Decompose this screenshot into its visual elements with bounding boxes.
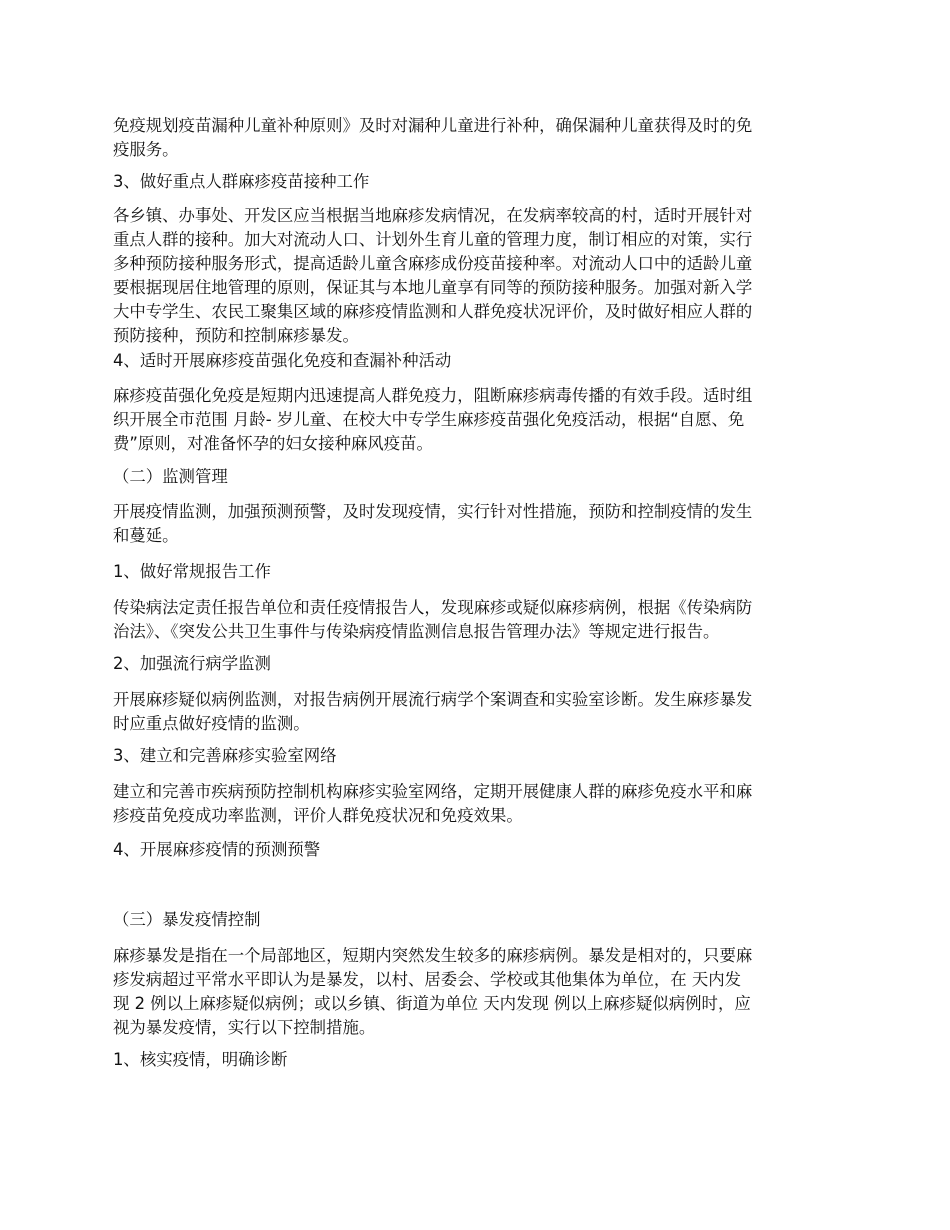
heading-intensified-immunization: 4、适时开展麻疹疫苗强化免疫和查漏补种活动 [113, 351, 452, 370]
paragraph-epidemiological-monitoring [113, 688, 843, 736]
text-line: 疹疫苗免疫成功率监测，评价人群免疫状况和免疫效果。 [113, 806, 523, 825]
heading-laboratory-network: 3、建立和完善麻疹实验室网络 [113, 746, 337, 765]
text-line: 和蔓延。 [113, 526, 179, 545]
heading-key-population-vaccination: 3、做好重点人群麻疹疫苗接种工作 [113, 172, 370, 191]
text-line: 传染病法定责任报告单位和责任疫情报告人，发现麻疹或疑似麻疹病例，根据《传染病防 [113, 598, 753, 617]
text-line: 建立和完善市疾病预防控制机构麻疹实验室网络，定期开展健康人群的麻疹免疫水平和麻 [113, 782, 753, 801]
paragraph-monitoring [113, 500, 843, 548]
heading-routine-reporting: 1、做好常规报告工作 [113, 562, 271, 581]
text-line: 开展疫情监测，加强预测预警，及时发现疫情，实行针对性措施，预防和控制疫情的发生 [113, 502, 753, 521]
text-line: 疹发病超过平常水平即认为是暴发，以村、居委会、学校或其他集体为单位，在 天内发 [113, 970, 742, 989]
text-line: 要根据现居住地管理的原则，保证其与本地儿童享有同等的预防接种服务。加强对新入学 [113, 278, 753, 297]
text-line: 免疫规划疫苗漏种儿童补种原则》及时对漏种儿童进行补种，确保漏种儿童获得及时的免 [113, 116, 753, 135]
text-line: 开展麻疹疑似病例监测，对报告病例开展流行病学个案调查和实验室诊断。发生麻疹暴发 [113, 690, 753, 709]
paragraph-catchup-vaccination [113, 114, 843, 162]
text-line: 多种预防接种服务形式，提高适龄儿童含麻疹成份疫苗接种率。对流动人口中的适龄儿童 [113, 254, 753, 273]
text-line: 麻疹暴发是指在一个局部地区，短期内突然发生较多的麻疹病例。暴发是相对的，只要麻 [113, 946, 753, 965]
paragraph-outbreak-definition [113, 944, 843, 1040]
text-line: 各乡镇、办事处、开发区应当根据当地麻疹发病情况，在发病率较高的村，适时开展针对 [113, 206, 753, 225]
paragraph-laboratory-network [113, 780, 843, 828]
heading-early-warning: 4、开展麻疹疫情的预测预警 [113, 840, 321, 859]
text-line: 时应重点做好疫情的监测。 [113, 714, 310, 733]
text-line: 现 2 例以上麻疹疑似病例；或以乡镇、街道为单位 天内发现 例以上麻疹疑似病例时，应 [113, 994, 751, 1013]
paragraph-routine-reporting [113, 596, 843, 644]
text-line: 大中专学生、农民工聚集区域的麻疹疫情监测和人群免疫状况评价，及时做好相应人群的 [113, 302, 753, 321]
text-line: 视为暴发疫情，实行以下控制措施。 [113, 1018, 376, 1037]
text-line: 麻疹疫苗强化免疫是短期内迅速提高人群免疫力，阻断麻疹病毒传播的有效手段。适时组 [113, 386, 753, 405]
section-heading-monitoring: （二）监测管理 [113, 467, 228, 486]
text-line: 织开展全市范围 月龄- 岁儿童、在校大中专学生麻疹疫苗强化免疫活动，根据“自愿、免 [113, 410, 745, 429]
section-heading-outbreak-control: （三）暴发疫情控制 [113, 910, 261, 929]
text-line: 预防接种，预防和控制麻疹暴发。 [113, 326, 359, 345]
paragraph-key-population [113, 204, 843, 348]
heading-epidemiological-monitoring: 2、加强流行病学监测 [113, 654, 271, 673]
heading-verify-diagnosis: 1、核实疫情，明确诊断 [113, 1050, 288, 1069]
paragraph-intensified-immunization [113, 384, 843, 456]
text-line: 疫服务。 [113, 140, 179, 159]
text-line: 重点人群的接种。加大对流动人口、计划外生育儿童的管理力度，制订相应的对策，实行 [113, 230, 753, 249]
text-line: 治法》、《突发公共卫生事件与传染病疫情监测信息报告管理办法》等规定进行报告。 [113, 622, 720, 641]
text-line: 费”原则，对准备怀孕的妇女接种麻风疫苗。 [113, 434, 433, 453]
